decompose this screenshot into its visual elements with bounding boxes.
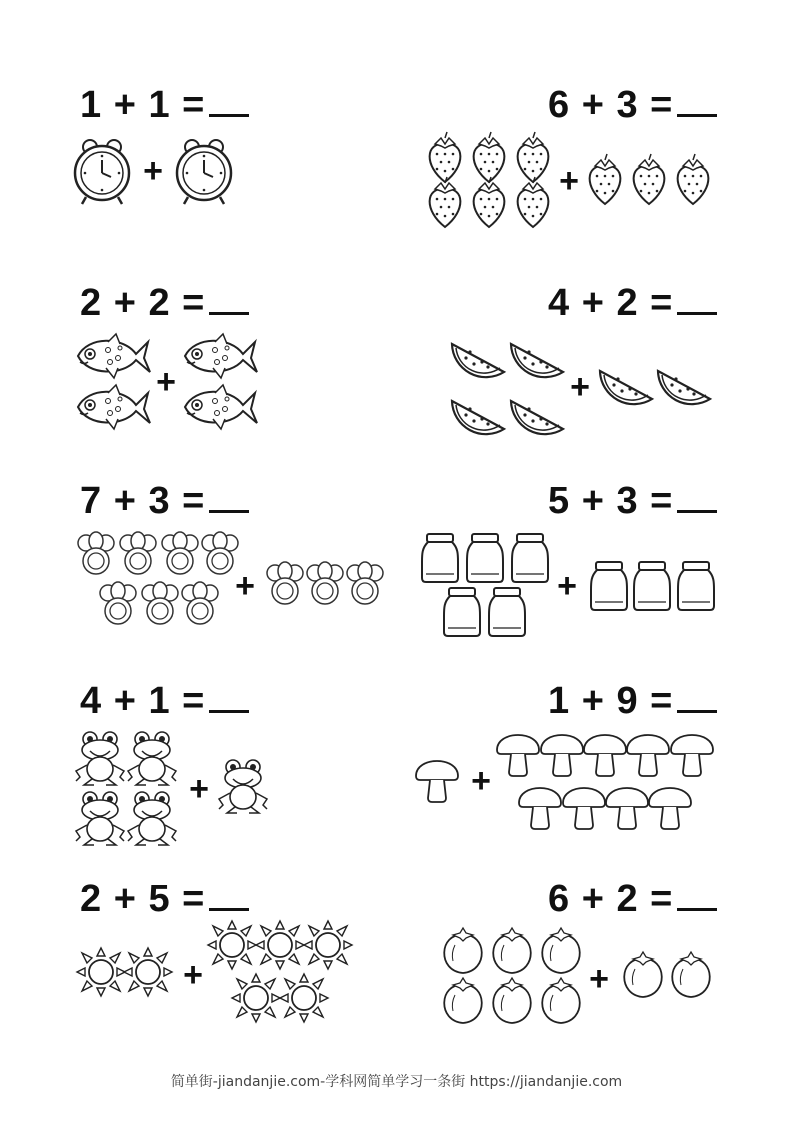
sun-group — [77, 921, 352, 1022]
plus-sign: + — [559, 162, 579, 200]
equation-6-plus-3: 6 + 3 = — [548, 84, 717, 127]
alarm-clock-icon — [177, 140, 231, 204]
plus-sign: + — [189, 770, 209, 808]
equation-6-plus-2: 6 + 2 = — [548, 878, 717, 921]
equation-1-plus-9: 1 + 9 = — [548, 680, 717, 723]
alarm-clock-icon — [75, 140, 129, 204]
equation-4-plus-1: 4 + 1 = — [80, 680, 249, 723]
equation-2-plus-5: 2 + 5 = — [80, 878, 249, 921]
plus-sign: + — [143, 152, 163, 190]
equation-5-plus-3: 5 + 3 = — [548, 480, 717, 523]
plus-sign: + — [156, 363, 176, 401]
plus-sign: + — [589, 960, 609, 998]
equation-7-plus-3: 7 + 3 = — [80, 480, 249, 523]
equation-1-plus-1: 1 + 1 = — [80, 84, 249, 127]
tomato-group — [444, 928, 710, 1023]
equation-2-plus-2: 2 + 2 = — [80, 282, 249, 325]
plus-sign: + — [183, 956, 203, 994]
plus-sign: + — [235, 567, 255, 605]
plus-sign: + — [570, 368, 590, 406]
pacifier-group — [78, 532, 383, 624]
plus-sign: + — [557, 567, 577, 605]
plus-sign: + — [471, 762, 491, 800]
mushroom-group — [416, 735, 713, 829]
footer-source: 简单街-jiandanjie.com-学科网简单学习一条街 https://jiandanjie.com — [170, 1074, 623, 1090]
frog-group — [76, 732, 267, 845]
equation-4-plus-2: 4 + 2 = — [548, 282, 717, 325]
